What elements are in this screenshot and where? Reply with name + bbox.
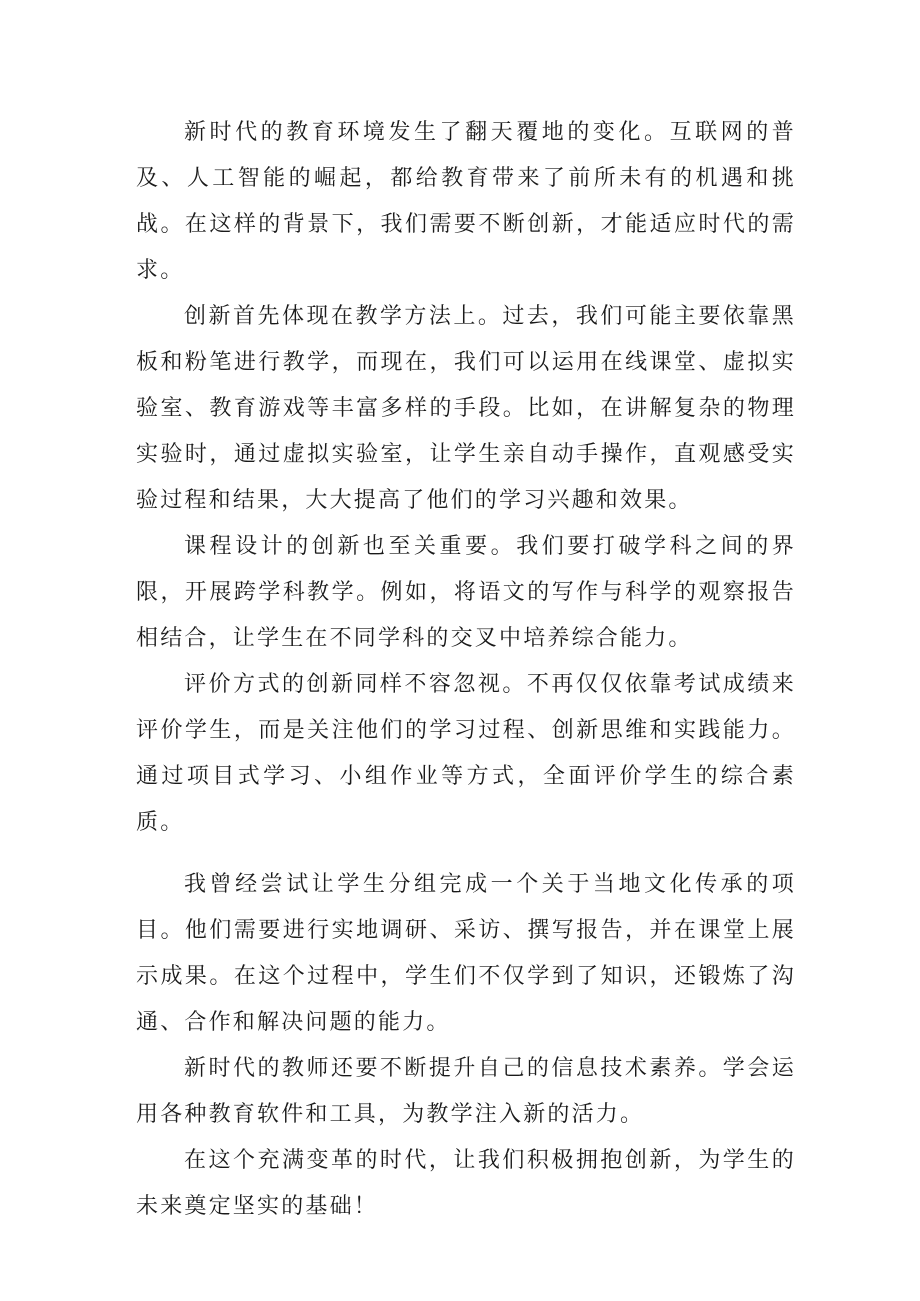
paragraph-6: 新时代的教师还要不断提升自己的信息技术素养。学会运用各种教育软件和工具，为教学注入新的活力。 [136, 1056, 796, 1127]
paragraph-5: 我曾经尝试让学生分组完成一个关于当地文化传承的项目。他们需要进行实地调研、采访、撰写报告，并在课堂上展示成果。在这个过程中，学生们不仅学到了知识，还锻炼了沟通、合作和解决问题的能力。 [136, 872, 796, 1035]
paragraph-7: 在这个充满变革的时代，让我们积极拥抱创新，为学生的未来奠定坚实的基础！ [136, 1148, 796, 1219]
paragraph-2: 创新首先体现在教学方法上。过去，我们可能主要依靠黑板和粉笔进行教学，而现在，我们可以运用在线课堂、虚拟实验室、教育游戏等丰富多样的手段。比如，在讲解复杂的物理实验时，通过虚拟实验室，让学生亲自动手操作，直观感受实验过程和结果，大大提高了他们的学习兴趣和效果。 [136, 304, 796, 513]
paragraph-1: 新时代的教育环境发生了翻天覆地的变化。互联网的普及、人工智能的崛起，都给教育带来了前所未有的机遇和挑战。在这样的背景下，我们需要不断创新，才能适应时代的需求。 [136, 120, 796, 283]
paragraph-4: 评价方式的创新同样不容忽视。不再仅仅依靠考试成绩来评价学生，而是关注他们的学习过程、创新思维和实践能力。通过项目式学习、小组作业等方式，全面评价学生的综合素质。 [136, 672, 796, 835]
document-body [136, 110, 796, 1230]
paragraph-3: 课程设计的创新也至关重要。我们要打破学科之间的界限，开展跨学科教学。例如，将语文的写作与科学的观察报告相结合，让学生在不同学科的交叉中培养综合能力。 [136, 534, 796, 651]
